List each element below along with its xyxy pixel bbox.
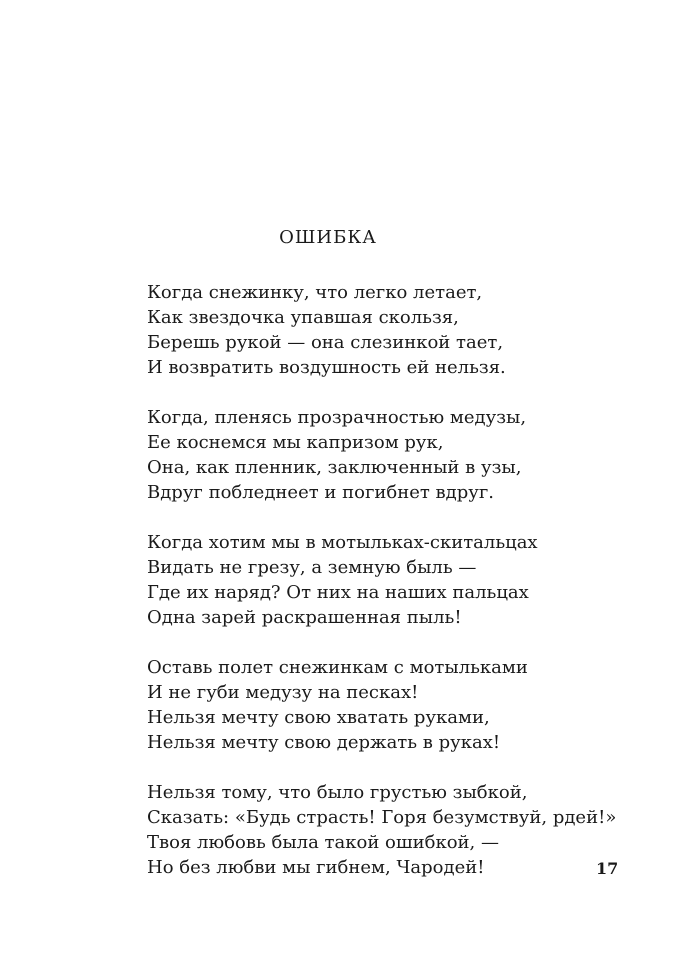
poem-title: ОШИБКА	[279, 227, 377, 248]
stanza-2	[147, 405, 647, 505]
stanza-5	[147, 780, 647, 880]
poem-line: Видать не грезу, а земную быль —	[147, 557, 477, 578]
poem-line: И не губи медузу на песках!	[147, 682, 419, 703]
poem-line: Нельзя тому, что было грустью зыбкой,	[147, 782, 528, 803]
poem-line: Берешь рукой — она слезинкой тает,	[147, 332, 504, 353]
poem-line: Когда снежинку, что легко летает,	[147, 282, 483, 303]
poem-line: Когда хотим мы в мотыльках-скитальцах	[147, 532, 538, 553]
poem-line: Как звездочка упавшая скользя,	[147, 307, 459, 328]
poem-line: Вдруг побледнеет и погибнет вдруг.	[147, 482, 495, 503]
poem-line: Она, как пленник, заключенный в узы,	[147, 457, 522, 478]
poem-body	[147, 280, 647, 905]
page-number: 17	[596, 859, 619, 878]
poem-line: Одна зарей раскрашенная пыль!	[147, 607, 462, 628]
poem-line: Оставь полет снежинкам с мотыльками	[147, 657, 528, 678]
stanza-3	[147, 530, 647, 630]
stanza-1	[147, 280, 647, 380]
poem-line: Сказать: «Будь страсть! Горя безумствуй, рдей!»	[147, 807, 617, 828]
poem-line: Нельзя мечту свою держать в руках!	[147, 732, 501, 753]
poem-line: И возвратить воздушность ей нельзя.	[147, 357, 506, 378]
poem-line: Но без любви мы гибнем, Чародей!	[147, 857, 485, 878]
poem-line: Нельзя мечту свою хватать руками,	[147, 707, 490, 728]
stanza-4	[147, 655, 647, 755]
poem-line: Когда, пленясь прозрачностью медузы,	[147, 407, 527, 428]
poem-line: Твоя любовь была такой ошибкой, —	[147, 832, 499, 853]
poem-line: Ее коснемся мы капризом рук,	[147, 432, 444, 453]
poem-line: Где их наряд? От них на наших пальцах	[147, 582, 529, 603]
